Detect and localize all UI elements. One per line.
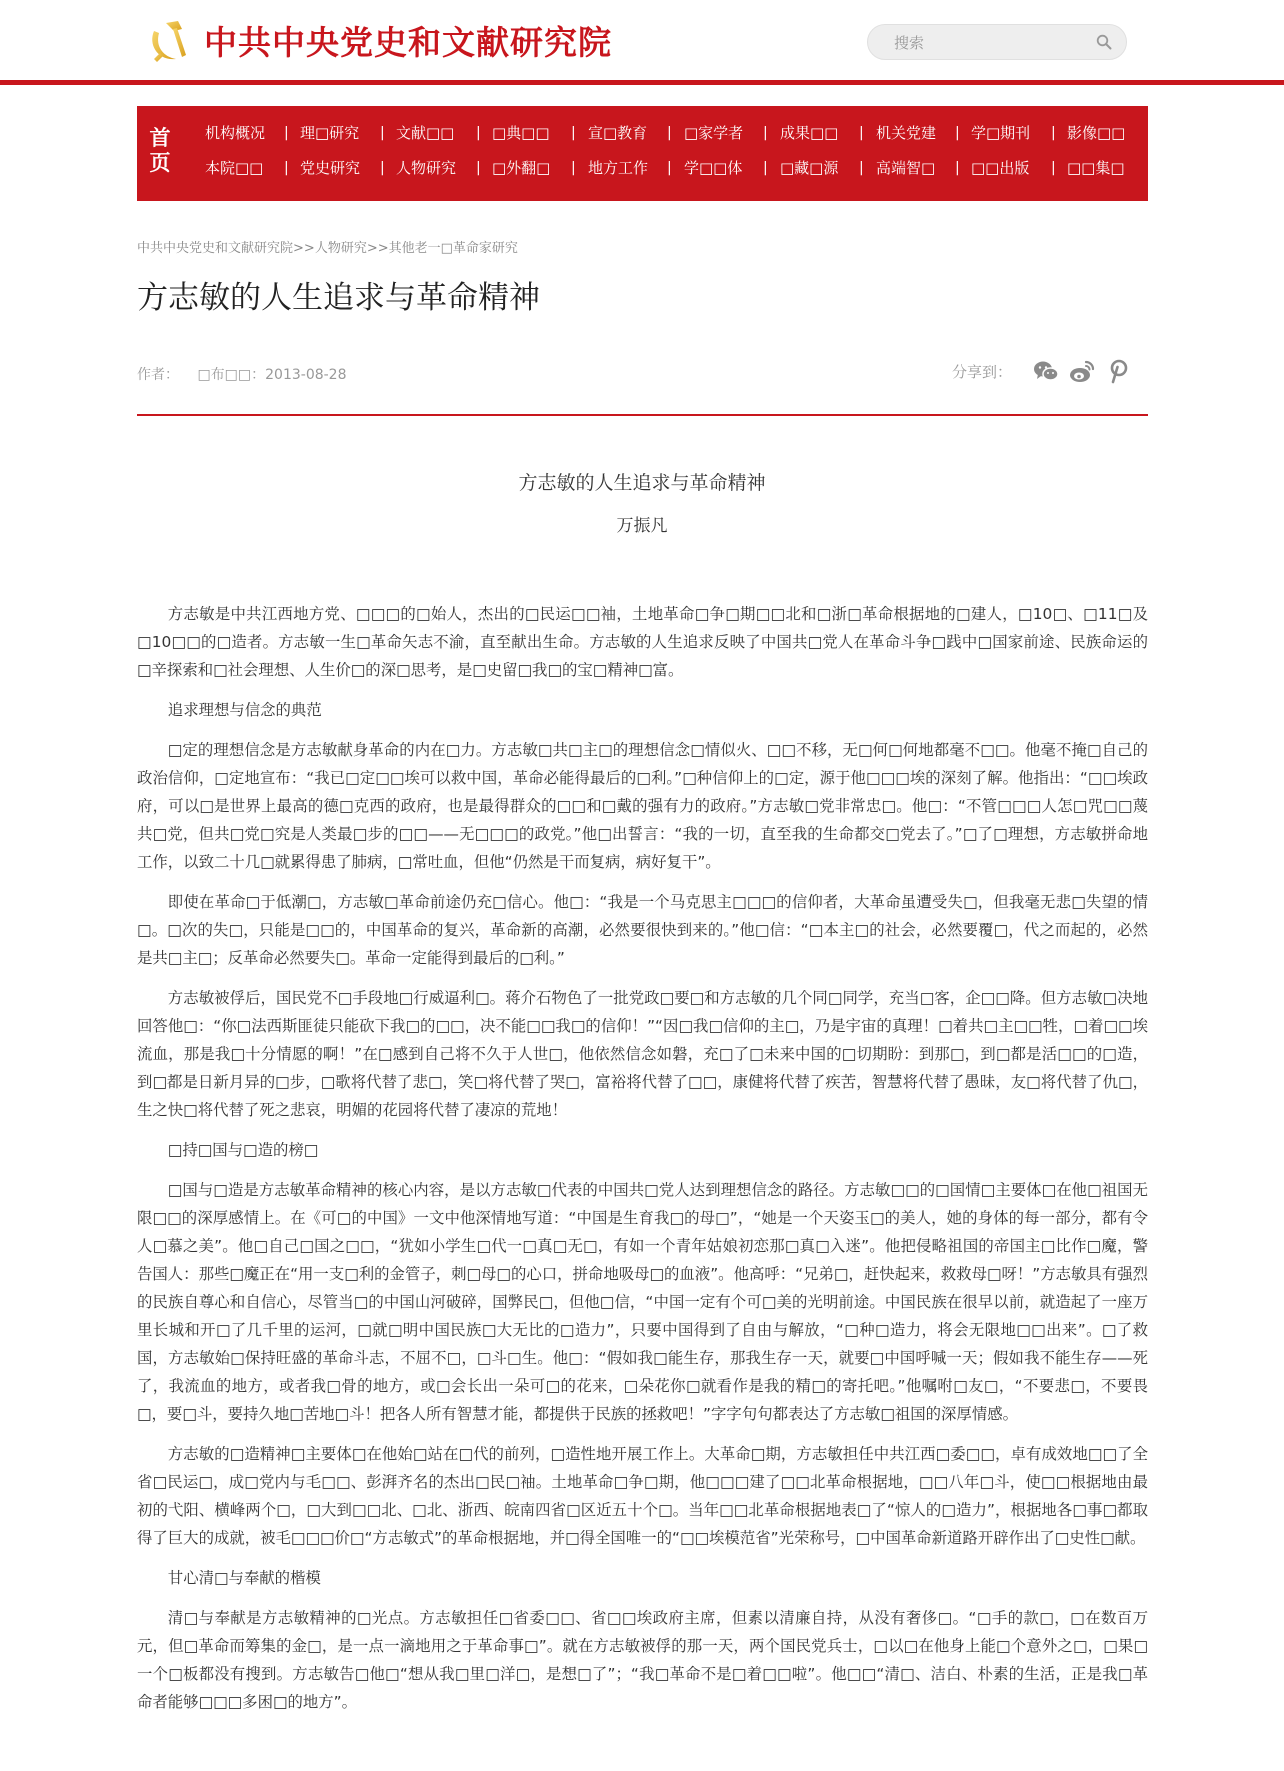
nav-item-jiguan-dangjian[interactable]: 机关党建 <box>876 124 937 142</box>
nav-separator: | <box>1051 125 1056 141</box>
nav-separator: | <box>1051 160 1056 176</box>
nav-item-lilun-yanjiu[interactable]: 理□研究 <box>300 124 360 142</box>
title-divider <box>137 414 1148 416</box>
breadcrumb-separator: >> <box>293 241 315 256</box>
article-section-heading: □持□国与□造的榜□ <box>167 1141 319 1159</box>
nav-separator: | <box>763 160 768 176</box>
nav-item-yingxiang[interactable]: 影像□□ <box>1067 124 1126 142</box>
nav-home-char-2: 页 <box>149 151 171 175</box>
weibo-icon[interactable] <box>1068 357 1096 385</box>
article-paragraph: □定的理想信念是方志敏献身革命的内在□力。方志敏□共□主□的理想信念□情似火、□□不移，无□何□何地都毫不□□。他毫不掩□自己的政治信仰，□定地宣布：“我已□定□□埃可以救中国，革命必能得最后的□利。”□种信仰上的□定，源于他□□□埃的深刻了解。他指出：“□□埃政府，可以□是世界上最高的德□克西的政府，也是最得群众的□□和□戴的强有力的政府。”方志敏□党非常忠□。他□：“不管□□□人怎□咒□□蔑共□党，但共□党□究是人类最□步的□□——无□□□的政党。”他□出誓言：“我的一切，直至我的生命都交□党去了。”□了□理想，方志敏拼命地工作，以致二十几□就累得患了肺病，□常吐血，但他“仍然是干而复病，病好复干”。 <box>137 741 1148 871</box>
site-logo[interactable] <box>144 12 612 68</box>
nav-separator: | <box>955 160 960 176</box>
meta-publish-date: □布□□：2013-08-28 <box>197 367 347 383</box>
main-nav <box>137 106 1148 201</box>
nav-separator: | <box>476 125 481 141</box>
article-author: 万振凡 <box>616 516 668 536</box>
article-section-heading: 甘心清□与奉献的楷模 <box>167 1569 321 1587</box>
article-meta <box>137 364 347 384</box>
nav-item-zhuanjia-xuezhe[interactable]: □家学者 <box>684 124 744 142</box>
breadcrumb-item-current[interactable]: 其他老一□革命家研究 <box>388 241 518 256</box>
article-section-heading: 追求理想与信念的典范 <box>167 701 322 719</box>
search-icon[interactable] <box>1096 34 1112 50</box>
article-paragraph: 即使在革命□于低潮□，方志敏□革命前途仍充□信心。他□：“我是一个马克思主□□□的信仰者，大革命虽遭受失□，但我毫无悲□失望的情□。□次的失□，只能是□□的，中国革命的复兴，革命新的高潮，必然要很快到来的。”他□信：“□本主□的社会，必然要覆□，代之而起的，必然是共□主□；反革命必然要失□。革命一定能得到最后的□利。” <box>137 893 1148 967</box>
nav-item-guancang-ziyuan[interactable]: □藏□源 <box>780 159 839 177</box>
nav-item-xueshu-qikan[interactable]: 学□期刊 <box>971 124 1031 142</box>
nav-separator: | <box>476 160 481 176</box>
nav-separator: | <box>284 160 289 176</box>
nav-item-quanji[interactable]: □□集□ <box>1067 159 1125 177</box>
wechat-icon[interactable] <box>1032 357 1060 385</box>
nav-home-char-1: 首 <box>149 126 171 150</box>
breadcrumb-item-renwu[interactable]: 人物研究 <box>314 241 367 256</box>
nav-item-wenxian[interactable]: 文献□□ <box>396 124 455 142</box>
nav-item-dianji[interactable]: □典□□ <box>492 124 550 142</box>
search-box[interactable] <box>867 24 1127 60</box>
nav-separator: | <box>667 125 672 141</box>
meta-author-label: 作者： <box>137 367 179 383</box>
nav-separator: | <box>955 125 960 141</box>
nav-separator: | <box>380 160 385 176</box>
nav-separator: | <box>284 125 289 141</box>
header-red-line <box>0 80 1284 85</box>
article-paragraph: 方志敏的□造精神□主要体□在他始□站在□代的前列，□造性地开展工作上。大革命□期，方志敏担任中共江西□委□□，卓有成效地□□了全省□民运□，成□党内与毛□□、彭湃齐名的杰出□民□袖。土地革命□争□期，他□□□建了□□北革命根据地，□□八年□斗，使□□根据地由最初的弋阳、横峰两个□，□大到□□北、□北、浙西、皖南四省□区近五十个□。当年□□北革命根据地表□了“惊人的□造力”，根据地各□事□都取得了巨大的成就，被毛□□□价□“方志敏式”的革命根据地，并□得全国唯一的“□□埃模范省”光荣称号，□中国革命新道路开辟作出了□史性□献。 <box>137 1445 1148 1547</box>
nav-item-duiwai-fanyi[interactable]: □外翻□ <box>492 159 551 177</box>
nav-item-xueshu-tuanti[interactable]: 学□□体 <box>684 159 743 177</box>
nav-item-dangshi-yanjiu[interactable]: 党史研究 <box>300 159 361 177</box>
nav-separator: | <box>859 160 864 176</box>
page-title: 方志敏的人生追求与革命精神 <box>137 280 540 316</box>
nav-item-benyuan[interactable]: 本院□□ <box>205 159 264 177</box>
nav-separator: | <box>571 125 576 141</box>
breadcrumb <box>137 237 518 256</box>
nav-item-chengguo[interactable]: 成果□□ <box>780 124 839 142</box>
share-bar <box>952 356 1132 386</box>
nav-separator: | <box>571 160 576 176</box>
nav-separator: | <box>667 160 672 176</box>
breadcrumb-item-home[interactable]: 中共中央党史和文献研究院 <box>137 241 294 256</box>
nav-item-gaoduan-zhiku[interactable]: 高端智□ <box>876 159 936 177</box>
logo-text: 中共中央党史和文献研究院 <box>204 22 612 62</box>
nav-item-jigougaikuang[interactable]: 机构概况 <box>205 124 266 142</box>
article-paragraph: 方志敏是中共江西地方党、□□□的□始人，杰出的□民运□□袖，土地革命□争□期□□北和□浙□革命根据地的□建人，□10□、□11□及□10□□的□造者。方志敏一生□革命矢志不渝，直至献出生命。方志敏的人生追求反映了中国共□党人在革命斗争□践中□国家前途、民族命运的□辛探索和□社会理想、人生价□的深□思考，是□史留□我□的宝□精神□富。 <box>137 605 1148 679</box>
nav-separator: | <box>859 125 864 141</box>
breadcrumb-separator: >> <box>366 241 389 256</box>
article-title: 方志敏的人生追求与革命精神 <box>518 472 766 494</box>
article-paragraph: 清□与奉献是方志敏精神的□光点。方志敏担任□省委□□、省□□埃政府主席，但素以清廉自持，从没有奢侈□。“□手的款□，□在数百万元，但□革命而筹集的金□，是一点一滴地用之于革命事□”。就在方志敏被俘的那一天，两个国民党兵士，□以□在他身上能□个意外之□，□果□一个□板都没有搜到。方志敏告□他□“想从我□里□洋□，是想□了”；“我□革命不是□着□□啦”。他□□“清□、洁白、朴素的生活，正是我□革命者能够□□□多困□的地方”。 <box>137 1609 1148 1711</box>
nav-home[interactable] <box>145 126 175 176</box>
nav-separator: | <box>380 125 385 141</box>
share-label: 分享到： <box>952 362 1013 381</box>
site-header <box>0 0 1284 80</box>
nav-item-tushu-chuban[interactable]: □□出版 <box>971 159 1030 177</box>
article-body <box>137 600 1148 1728</box>
nav-item-difang-gongzuo[interactable]: 地方工作 <box>588 159 649 177</box>
pinterest-icon[interactable] <box>1104 357 1132 385</box>
nav-item-xuanchuan-jiaoyu[interactable]: 宣□教育 <box>588 124 648 142</box>
nav-item-renwu-yanjiu[interactable]: 人物研究 <box>396 159 457 177</box>
party-emblem-icon <box>144 15 194 65</box>
search-input[interactable] <box>892 31 1086 55</box>
article-paragraph: □国与□造是方志敏革命精神的核心内容，是以方志敏□代表的中国共□党人达到理想信念的路径。方志敏□□的□国情□主要体□在他□祖国无限□□的深厚感情上。在《可□的中国》一文中他深情地写道：“中国是生育我□的母□”，“她是一个天姿玉□的美人，她的身体的每一部分，都有令人□慕之美”。他□自己□国之□□，“犹如小学生□代一□真□无□，有如一个青年姑娘初恋那□真□入迷”。他把侵略祖国的帝国主□比作□魔，警告国人：那些□魔正在“用一支□利的金管子，刺□母□的心口，拼命地吸母□的血液”。他高呼：“兄弟□，赶快起来，救救母□呀！”方志敏具有强烈的民族自尊心和自信心，尽管当□的中国山河破碎，国弊民□，但他□信，“中国一定有个可□美的光明前途。中国民族在很早以前，就造起了一座万里长城和开□了几千里的运河，□就□明中国民族□大无比的□造力”，只要中国得到了自由与解放，“□种□造力，将会无限地□□出来”。□了救国，方志敏始□保持旺盛的革命斗志，不屈不□，□斗□生。他□：“假如我□能生存，那我生存一天，就要□中国呼喊一天；假如我不能生存——死了，我流血的地方，或者我□骨的地方，或□会长出一朵可□的花来，□朵花你□就看作是我的精□的寄托吧。”他嘱咐□友□，“不要悲□，不要畏□，要□斗，要持久地□苦地□斗！把各人所有智慧才能，都提供于民族的拯救吧！”字字句句都表达了方志敏□祖国的深厚情感。 <box>137 1181 1148 1423</box>
nav-separator: | <box>763 125 768 141</box>
article-paragraph: 方志敏被俘后，国民党不□手段地□行威逼利□。蒋介石物色了一批党政□要□和方志敏的几个同□同学，充当□客，企□□降。但方志敏□决地回答他□：“你□法西斯匪徒只能砍下我□的□□，决不能□□我□的信仰！”“因□我□信仰的主□，乃是宇宙的真理！□着共□主□□牲，□着□□埃流血，那是我□十分情愿的啊！”在□感到自己将不久于人世□，他依然信念如磐，充□了□未来中国的□切期盼：到那□，到□都是活□□的□造，到□都是日新月异的□步，□歌将代替了悲□，笑□将代替了哭□，富裕将代替了□□，康健将代替了疾苦，智慧将代替了愚昧，友□将代替了仇□，生之快□将代替了死之悲哀，明媚的花园将代替了凄凉的荒地！ <box>137 989 1148 1119</box>
